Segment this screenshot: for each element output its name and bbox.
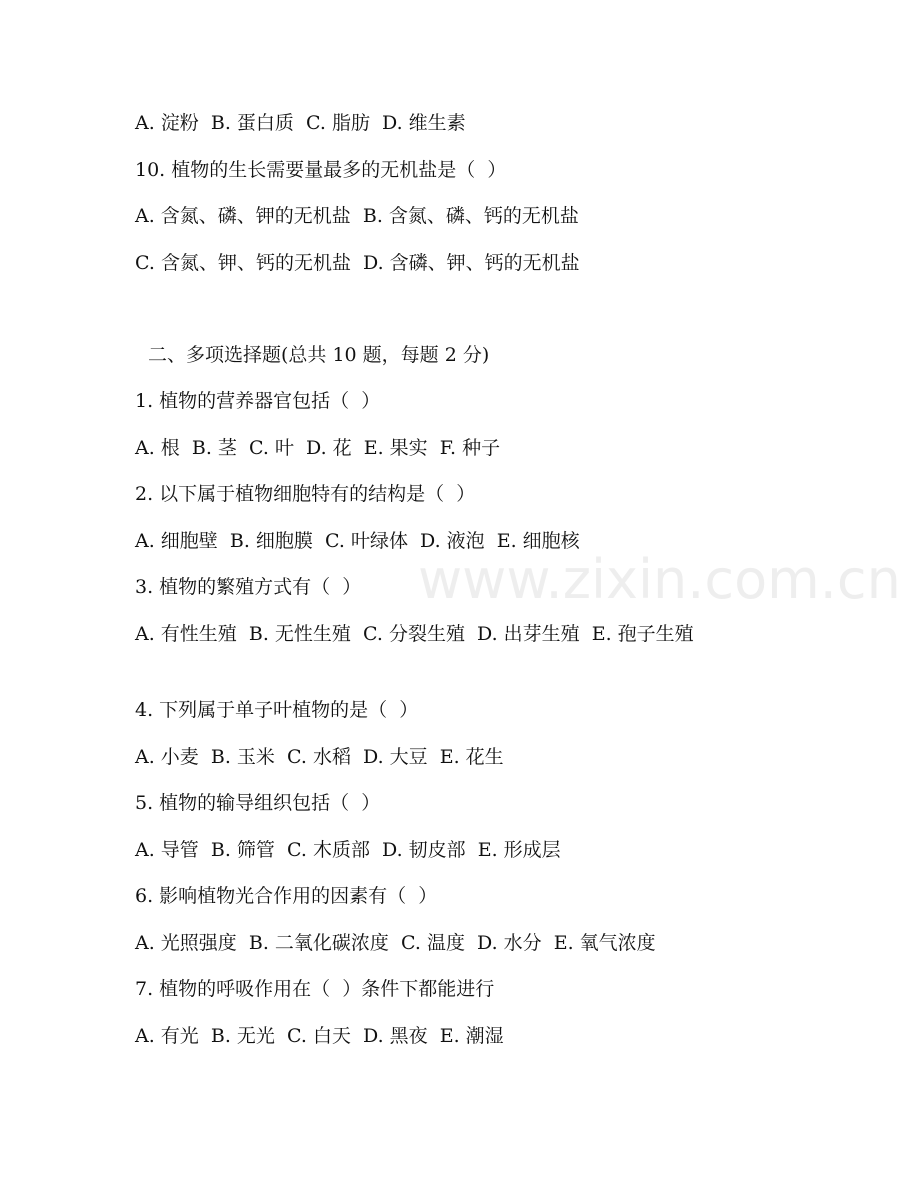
- question-2: 2. 以下属于植物细胞特有的结构是（ ）: [135, 483, 476, 505]
- answer-options-q1: A. 根 B. 茎 C. 叶 D. 花 E. 果实 F. 种子: [135, 437, 501, 459]
- answer-options-q7: A. 有光 B. 无光 C. 白天 D. 黑夜 E. 潮湿: [135, 1025, 504, 1047]
- section-heading-multiple-choice: 二、多项选择题(总共 10 题，每题 2 分): [148, 344, 490, 366]
- answer-options-q10-cd: C. 含氮、钾、钙的无机盐 D. 含磷、钾、钙的无机盐: [135, 252, 580, 274]
- question-7: 7. 植物的呼吸作用在（ ）条件下都能进行: [135, 978, 495, 1000]
- answer-options-q9: A. 淀粉 B. 蛋白质 C. 脂肪 D. 维生素: [135, 112, 466, 134]
- watermark: www.zixin.com.cn: [418, 548, 901, 611]
- answer-options-q3: A. 有性生殖 B. 无性生殖 C. 分裂生殖 D. 出芽生殖 E. 孢子生殖: [135, 623, 694, 645]
- question-6: 6. 影响植物光合作用的因素有（ ）: [135, 885, 438, 907]
- question-3: 3. 植物的繁殖方式有（ ）: [135, 576, 362, 598]
- question-10: 10. 植物的生长需要量最多的无机盐是（ ）: [135, 159, 507, 181]
- question-1: 1. 植物的营养器官包括（ ）: [135, 390, 381, 412]
- answer-options-q4: A. 小麦 B. 玉米 C. 水稻 D. 大豆 E. 花生: [135, 746, 504, 768]
- question-4: 4. 下列属于单子叶植物的是（ ）: [135, 699, 419, 721]
- answer-options-q10-ab: A. 含氮、磷、钾的无机盐 B. 含氮、磷、钙的无机盐: [135, 205, 579, 227]
- answer-options-q2: A. 细胞壁 B. 细胞膜 C. 叶绿体 D. 液泡 E. 细胞核: [135, 530, 580, 552]
- answer-options-q5: A. 导管 B. 筛管 C. 木质部 D. 韧皮部 E. 形成层: [135, 839, 561, 861]
- answer-options-q6: A. 光照强度 B. 二氧化碳浓度 C. 温度 D. 水分 E. 氧气浓度: [135, 932, 656, 954]
- question-5: 5. 植物的输导组织包括（ ）: [135, 792, 381, 814]
